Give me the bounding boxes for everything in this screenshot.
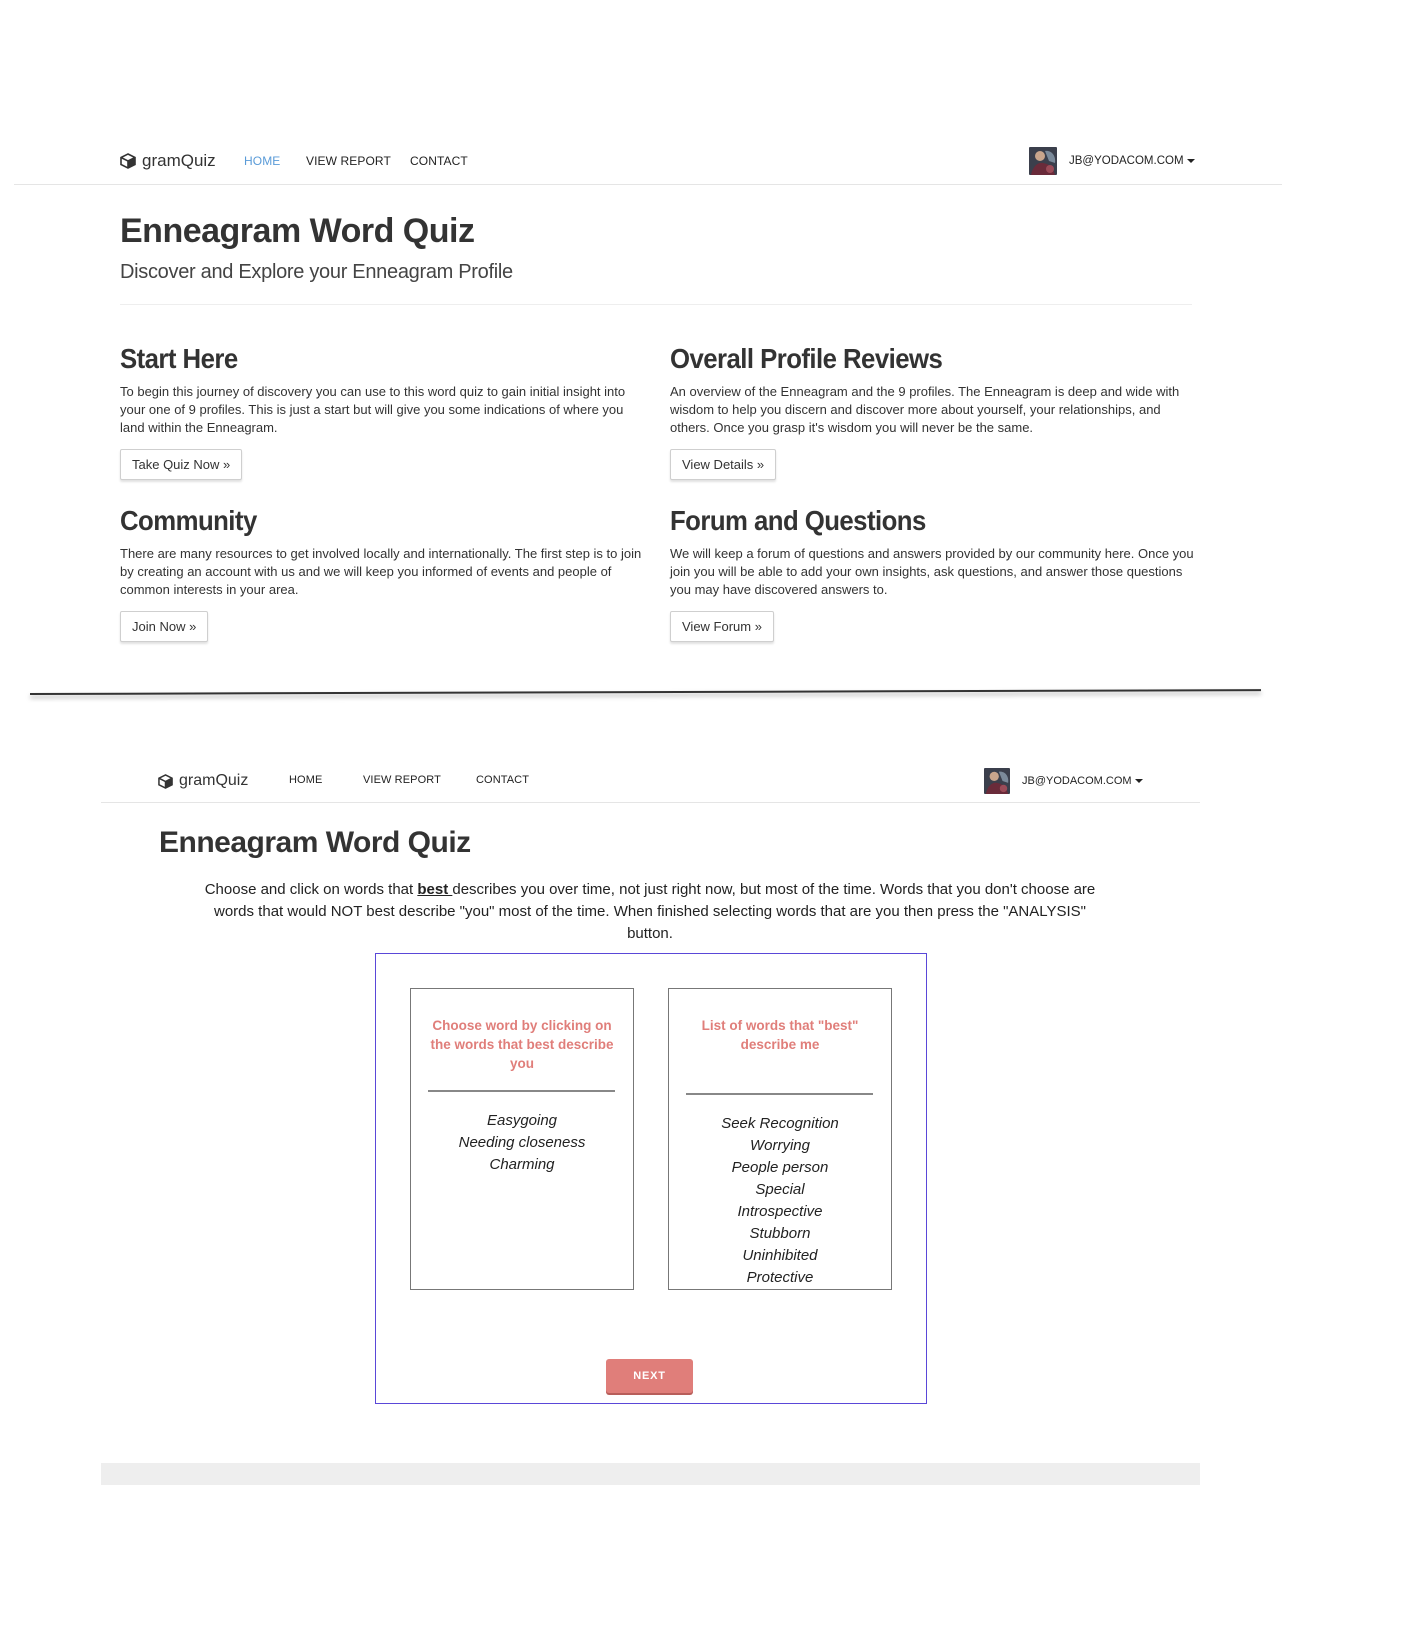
selected-words-heading: List of words that "best" describe me <box>701 1018 859 1052</box>
feature-text: We will keep a forum of questions and answers provided by our community here. Once you join you will be able to add your own insights, ask questions, and answer those questions you may have discovered answers to. <box>670 546 1194 597</box>
selected-word[interactable]: Special <box>755 1181 805 1198</box>
user-email[interactable]: JB@YODACOM.COM <box>1022 775 1143 787</box>
quiz-page-title: Enneagram Word Quiz <box>159 826 471 859</box>
caret-down-icon <box>1135 779 1143 783</box>
next-button[interactable]: NEXT <box>606 1359 693 1393</box>
feature-heading: Start Here <box>120 343 238 374</box>
feature-heading: Overall Profile Reviews <box>670 343 943 374</box>
feature-start-here <box>120 343 650 480</box>
quiz-instructions: Choose and click on words that best describes you over time, not just right now, but most of the time. Words that you don't choose are words that would NOT best describe "you" most of the time. When finished selecting words that are you then press the "ANALYSIS" button. <box>204 881 1096 942</box>
nav-contact[interactable]: CONTACT <box>410 154 468 168</box>
feature-profile-reviews <box>670 343 1200 480</box>
page-title: Enneagram Word Quiz <box>120 212 475 250</box>
header-rule <box>120 304 1192 305</box>
selected-word[interactable]: Protective <box>746 1269 814 1286</box>
footer-bar <box>101 1463 1200 1485</box>
selected-word[interactable]: Stubborn <box>749 1225 811 1242</box>
caret-down-icon <box>1187 159 1195 163</box>
avatar <box>1029 147 1057 175</box>
selected-word[interactable]: Seek Recognition <box>721 1115 839 1132</box>
brand-name: gramQuiz <box>179 772 249 789</box>
feature-heading: Community <box>120 505 257 536</box>
user-email[interactable]: JB@YODACOM.COM <box>1069 155 1195 167</box>
selected-words-box <box>668 988 892 1290</box>
screenshot-divider <box>30 689 1261 695</box>
feature-text: To begin this journey of discovery you can use to this word quiz to gain initial insight into your one of 9 profiles. This is just a start but will give you some indications of where you land within the Enneagram. <box>120 384 626 435</box>
box-divider <box>428 1090 615 1092</box>
box-divider <box>686 1093 873 1095</box>
selected-word[interactable]: Introspective <box>737 1203 823 1220</box>
view-details-button[interactable]: View Details » <box>670 449 776 480</box>
selected-word[interactable]: Uninhibited <box>742 1247 818 1264</box>
feature-text: There are many resources to get involved locally and internationally. The first step is to join by creating an account with us and we will keep you informed of events and people of common interests in your area. <box>120 546 642 597</box>
choose-words-heading: Choose word by clicking on the words that best describe you <box>430 1018 614 1071</box>
brand-name: gramQuiz <box>142 151 216 170</box>
feature-forum <box>670 505 1200 642</box>
take-quiz-button[interactable]: Take Quiz Now » <box>120 449 242 480</box>
available-words-list <box>411 1110 633 1176</box>
nav-home[interactable]: HOME <box>289 774 323 786</box>
feature-text: An overview of the Enneagram and the 9 profiles. The Enneagram is deep and wide with wisdom to help you discern and discover more about yourself, your relationships, and others. Once you grasp it's wisdom you will never be the same. <box>670 384 1180 435</box>
user-menu[interactable] <box>1029 147 1195 175</box>
user-menu[interactable] <box>984 768 1143 794</box>
feature-community <box>120 505 650 642</box>
selected-words-list <box>669 1113 891 1289</box>
brand-logo[interactable] <box>158 772 248 790</box>
choose-words-box <box>410 988 634 1290</box>
top-navbar-quiz <box>101 758 1200 803</box>
nav-home[interactable]: HOME <box>244 154 281 168</box>
selected-word[interactable]: People person <box>731 1159 829 1176</box>
selected-word[interactable]: Worrying <box>749 1137 810 1154</box>
cube-icon <box>158 774 173 789</box>
word-option[interactable]: Charming <box>489 1156 555 1173</box>
join-now-button[interactable]: Join Now » <box>120 611 208 642</box>
word-option[interactable]: Easygoing <box>486 1112 558 1129</box>
word-option[interactable]: Needing closeness <box>458 1134 586 1151</box>
nav-view-report[interactable]: VIEW REPORT <box>363 774 441 786</box>
cube-icon <box>120 153 136 169</box>
avatar <box>984 768 1010 794</box>
brand-logo[interactable] <box>120 151 216 171</box>
view-forum-button[interactable]: View Forum » <box>670 611 774 642</box>
page-subtitle: Discover and Explore your Enneagram Profile <box>120 261 513 283</box>
top-navbar <box>14 138 1282 185</box>
nav-contact[interactable]: CONTACT <box>476 774 530 786</box>
feature-heading: Forum and Questions <box>670 505 926 536</box>
emphasis-best: best <box>417 881 453 898</box>
nav-view-report[interactable]: VIEW REPORT <box>306 154 391 168</box>
